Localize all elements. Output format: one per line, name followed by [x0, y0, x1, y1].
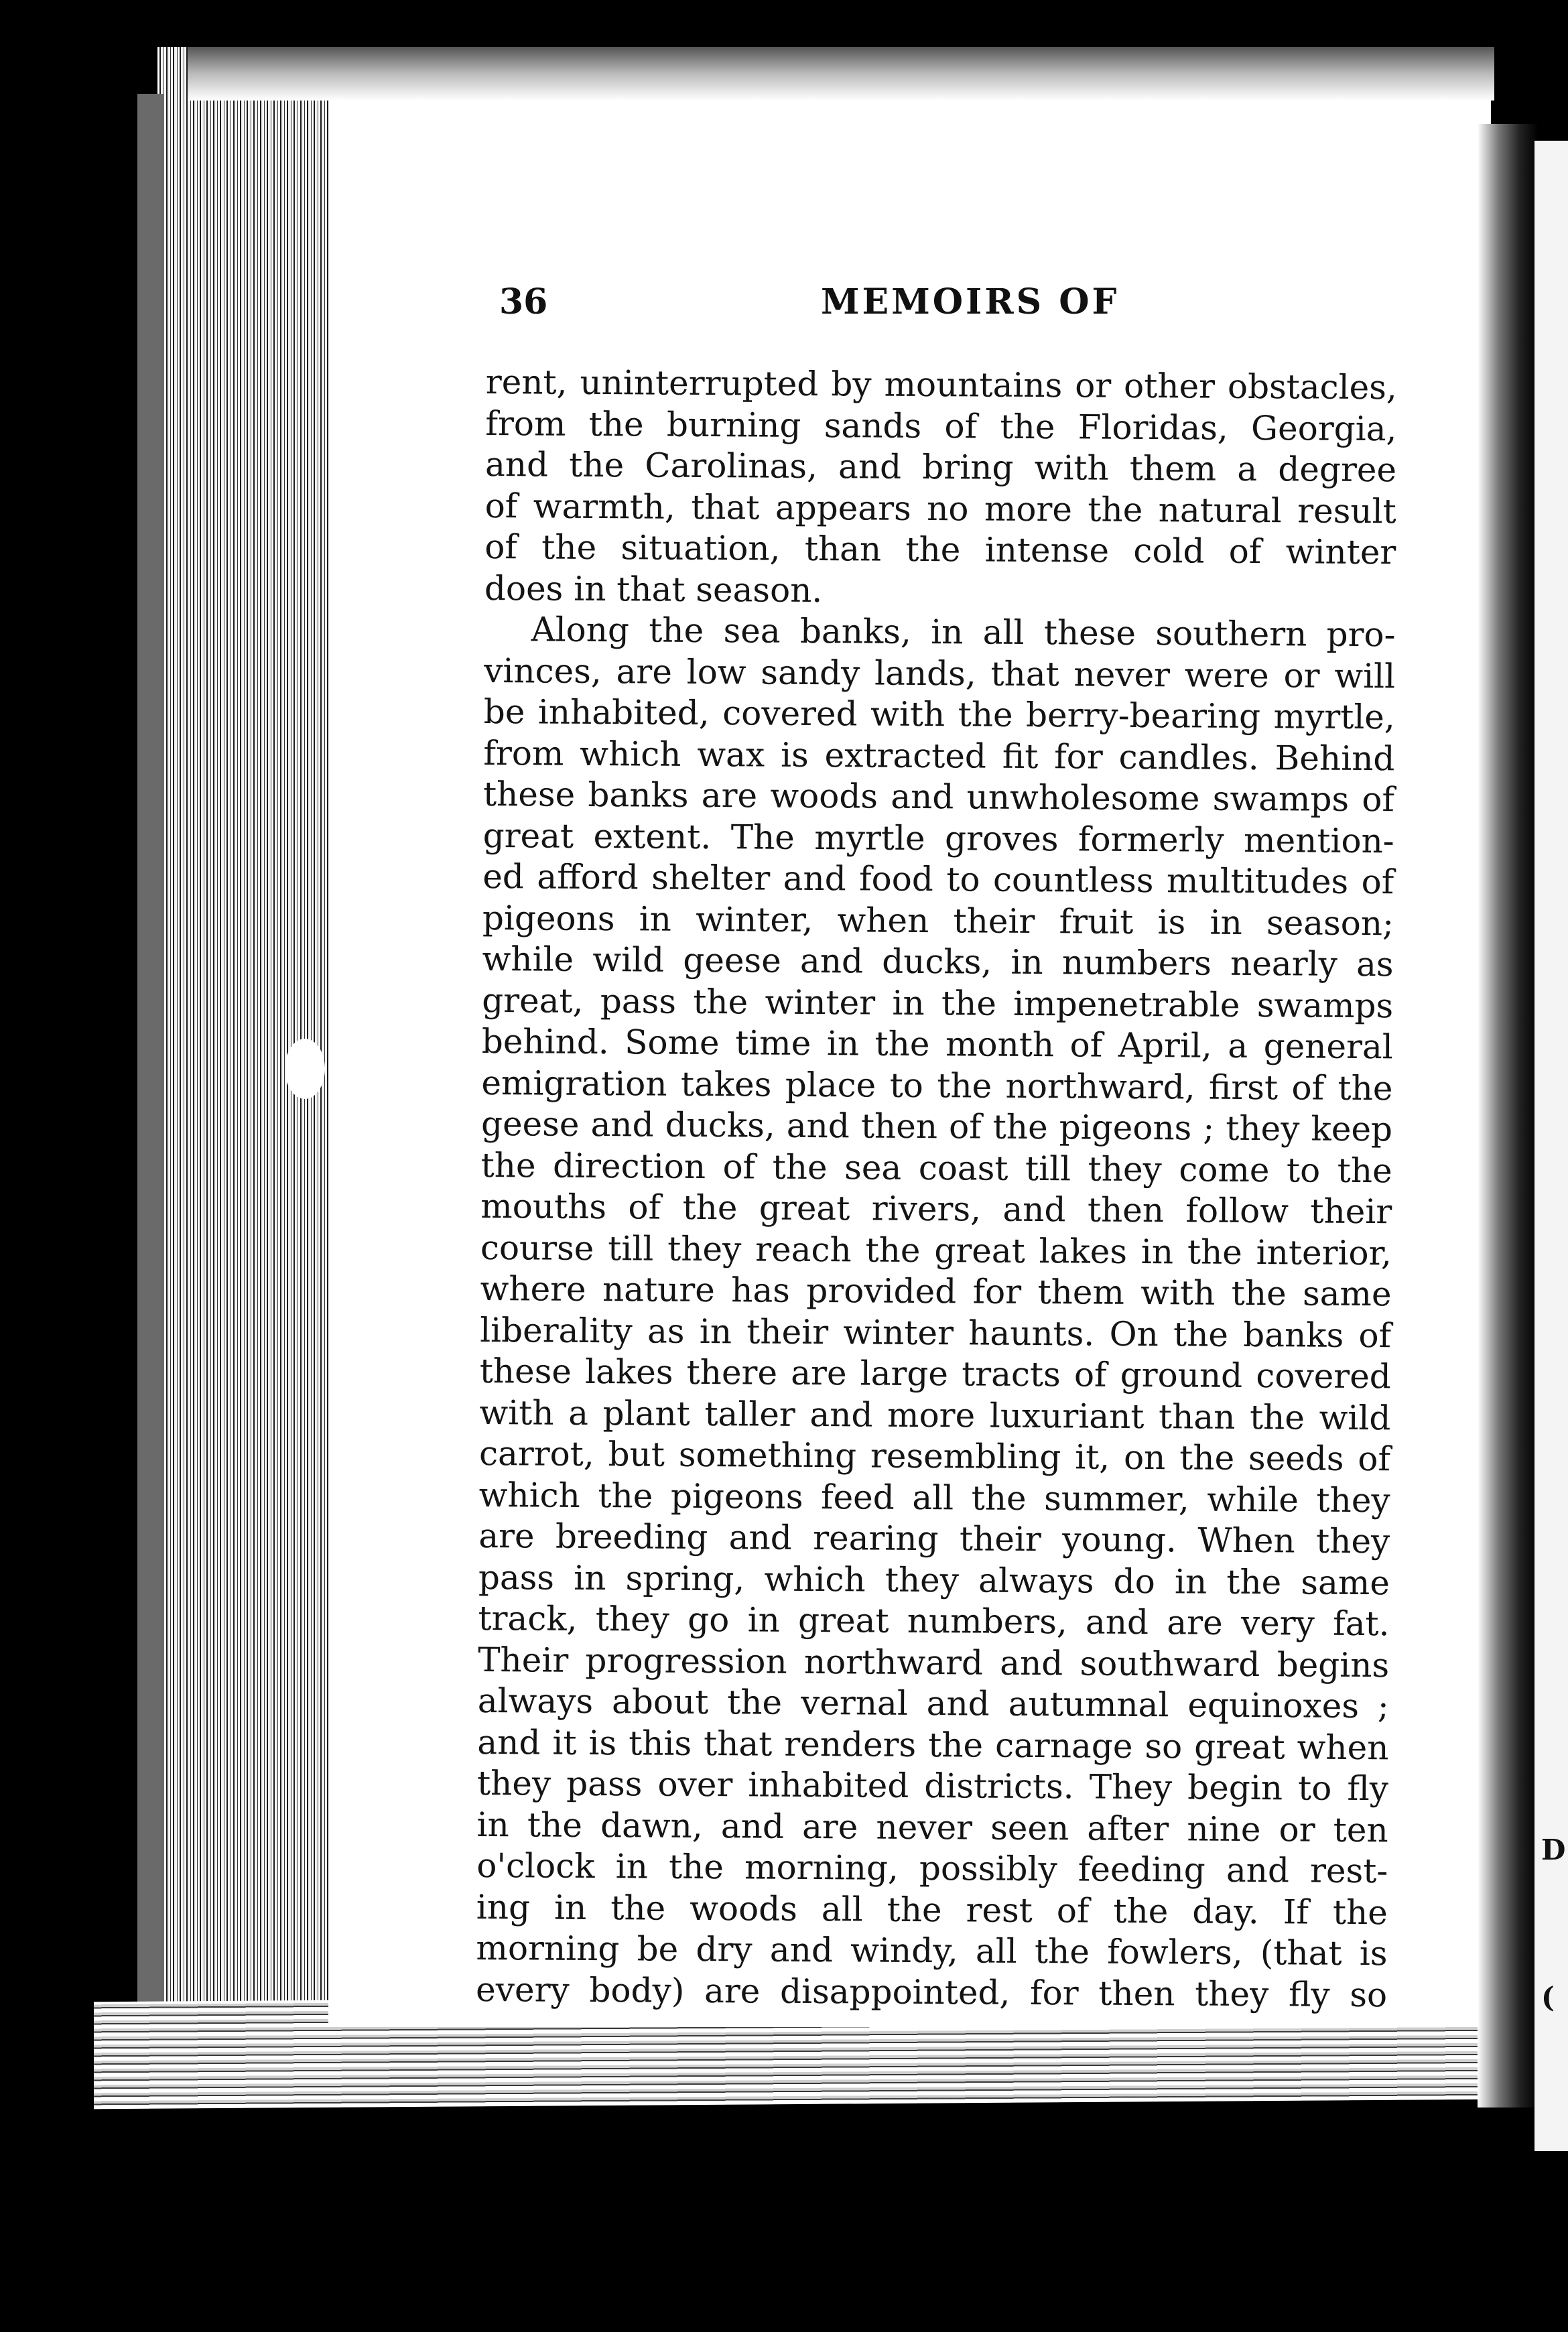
- running-head: MEMOIRS OF: [821, 281, 1120, 322]
- book-cover-edge: [137, 94, 164, 2004]
- text-line: be inhabited, covered with the berry-bearing myrtle,: [483, 692, 1395, 737]
- text-line: track, they go in great numbers, and are very fat.: [478, 1598, 1390, 1644]
- text-line: vinces, are low sandy lands, that never were or will: [484, 651, 1396, 696]
- text-line: ing in the woods all the rest of the day. If the: [476, 1887, 1388, 1932]
- text-line: and the Carolinas, and bring with them a degree: [484, 444, 1397, 490]
- text-line: with a plant taller and more luxuriant than the wild: [479, 1392, 1391, 1437]
- text-line: behind. Some time in the month of April, a general: [481, 1021, 1393, 1067]
- text-line: Along the sea banks, in all these southern pro-: [531, 610, 1396, 655]
- text-line: great, pass the winter in the impenetrable swamps: [482, 980, 1394, 1025]
- text-line: from the burning sands of the Floridas, Georgia,: [485, 403, 1397, 448]
- scan-defect-blot: [285, 1039, 325, 1099]
- text-line: the direction of the sea coast till they come to the: [480, 1145, 1392, 1190]
- page-number: 36: [499, 281, 548, 322]
- text-line: great extent. The myrtle groves formerly mention-: [482, 816, 1394, 860]
- text-line: does in that season.: [484, 568, 823, 610]
- text-line: and it is this that renders the carnage so great when: [477, 1722, 1389, 1767]
- text-line: o'clock in the morning, possibly feeding and rest-: [476, 1845, 1388, 1891]
- text-line: in the dawn, and are never seen after nine or ten: [476, 1805, 1388, 1850]
- text-line: carrot, but something resembling it, on the seeds of: [478, 1433, 1391, 1479]
- facing-page-char: (: [1541, 1981, 1555, 2014]
- text-line: Their progression northward and southward begins: [477, 1640, 1390, 1685]
- page-header: [499, 281, 1384, 328]
- text-line: of the situation, than the intense cold of winter: [484, 527, 1396, 572]
- text-line: mouths of the great rivers, and then follow their: [480, 1186, 1392, 1232]
- text-line: ed afford shelter and food to countless multitudes of: [482, 856, 1394, 902]
- text-line: of warmth, that appears no more the natural result: [484, 486, 1396, 531]
- text-line: emigration takes place to the northward, first of the: [481, 1063, 1393, 1108]
- text-line: geese and ducks, and then of the pigeons ; they keep: [480, 1104, 1393, 1149]
- text-line: they pass over inhabited districts. They begin to fly: [476, 1763, 1389, 1809]
- text-line: liberality as in their winter haunts. On the banks of: [479, 1310, 1392, 1355]
- text-line: course till they reach the great lakes in the interior,: [480, 1228, 1392, 1273]
- facing-page-char: D: [1541, 1833, 1566, 1866]
- book-gutter: [1478, 124, 1538, 2108]
- text-line: these banks are woods and unwholesome swamps of: [482, 774, 1395, 820]
- text-line: these lakes there are large tracts of ground covered: [479, 1351, 1391, 1397]
- page-top-shadow: [188, 47, 1494, 101]
- text-line: while wild geese and ducks, in numbers nearly as: [482, 939, 1394, 984]
- text-line: pigeons in winter, when their fruit is in season;: [482, 898, 1394, 943]
- text-line: pass in spring, which they always do in the same: [478, 1557, 1390, 1602]
- text-line: rent, uninterrupted by mountains or other obstacles,: [485, 363, 1397, 407]
- text-line: which the pigeons feed all the summer, while they: [478, 1475, 1390, 1520]
- text-line: are breeding and rearing their young. When they: [478, 1516, 1390, 1561]
- text-line: always about the vernal and autumnal equinoxes ;: [477, 1681, 1389, 1726]
- body-text: [476, 362, 1397, 2016]
- text-line: morning be dry and windy, all the fowlers, (that is: [476, 1928, 1388, 1973]
- text-line: from which wax is extracted fit for candles. Behind: [483, 733, 1395, 778]
- text-line: every body) are disappointed, for then they fly so: [475, 1969, 1388, 2014]
- text-line: where nature has provided for them with the same: [480, 1269, 1392, 1314]
